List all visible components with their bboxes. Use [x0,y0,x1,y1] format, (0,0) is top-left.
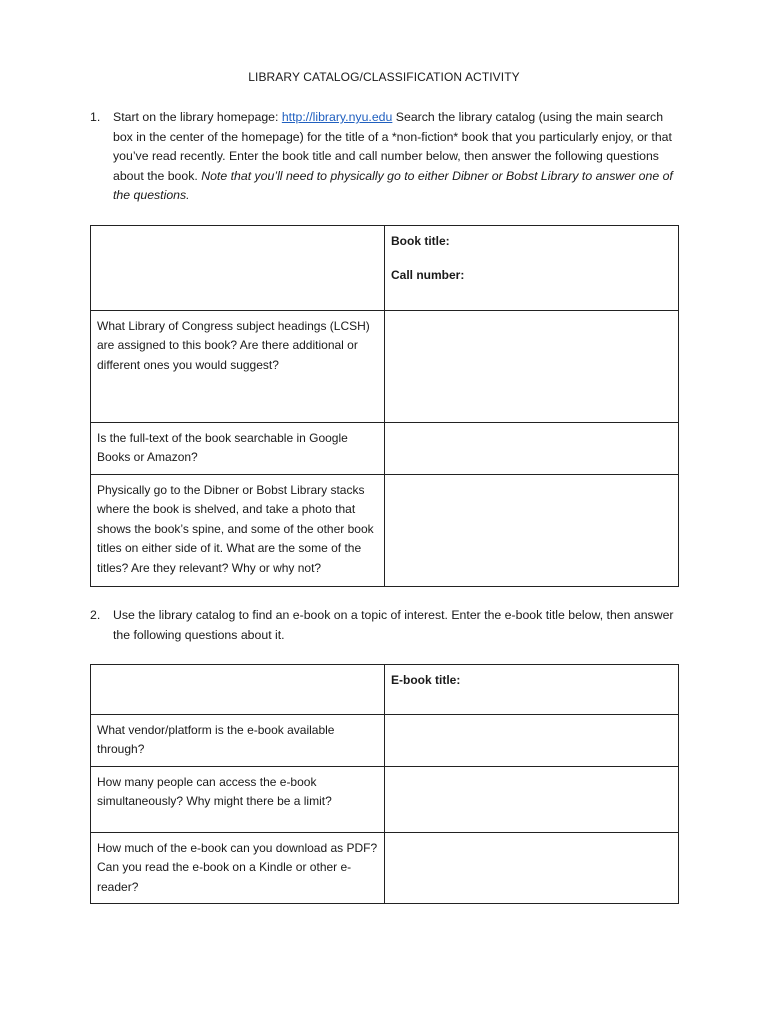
table-row [91,226,679,311]
book-info-cell[interactable] [385,226,679,311]
table-row [91,475,679,587]
question-cell: What vendor/platform is the e-book available through? [91,715,385,767]
ebook-table [90,664,679,904]
page-title: LIBRARY CATALOG/CLASSIFICATION ACTIVITY [248,70,520,84]
question-2-number: 2. [90,608,101,622]
question-2 [90,606,680,645]
table-row [91,423,679,475]
question-1-text-after-link: Search the library catalog (using the main search box in the center of the homepage) for the title of a *non-fiction* book that you particularly enjoy, or that you’ve read recently. Enter the book title and call number below, then answer the following questions about the book. [113,110,672,183]
book-table [90,225,679,587]
question-cell: Is the full-text of the book searchable in Google Books or Amazon? [91,423,385,475]
table-row [91,715,679,767]
question-1-note: Note that you’ll need to physically go to either Dibner or Bobst Library to answer one of the questions. [113,168,673,203]
question-cell: What Library of Congress subject headings (LCSH) are assigned to this book? Are there additional or different ones you would suggest? [91,311,385,423]
call-number-label: Call number: [391,268,465,283]
question-1-number: 1. [90,110,101,124]
table-row [91,766,679,832]
library-homepage-link[interactable]: http://library.nyu.edu [281,110,393,124]
question-cell: How many people can access the e-book simultaneously? Why might there be a limit? [91,766,385,832]
table-row [91,832,679,903]
question-1-text [113,108,680,206]
question-cell: Physically go to the Dibner or Bobst Library stacks where the book is shelved, and take a photo that shows the book’s spine, and some of the other book titles on either side of it. What are the some of the titles? Are they relevant? Why or why not? [91,475,385,587]
answer-cell[interactable] [385,832,679,903]
question-1 [90,108,680,206]
answer-cell[interactable] [385,423,679,475]
book-title-label: Book title: [391,234,450,248]
ebook-info-cell[interactable] [385,665,679,715]
question-1-text-before-link: Start on the library homepage: [113,110,282,124]
empty-cell [91,665,385,715]
ebook-title-label: E-book title: [391,673,461,687]
answer-cell[interactable] [385,766,679,832]
answer-cell[interactable] [385,715,679,767]
empty-cell [91,226,385,311]
answer-cell[interactable] [385,311,679,423]
table-row [91,665,679,715]
question-2-text: Use the library catalog to find an e-book on a topic of interest. Enter the e-book title below, then answer the following questions about it. [113,608,674,642]
answer-cell[interactable] [385,475,679,587]
table-row [91,311,679,423]
question-cell: How much of the e-book can you download as PDF? Can you read the e-book on a Kindle or other e-reader? [91,832,385,903]
